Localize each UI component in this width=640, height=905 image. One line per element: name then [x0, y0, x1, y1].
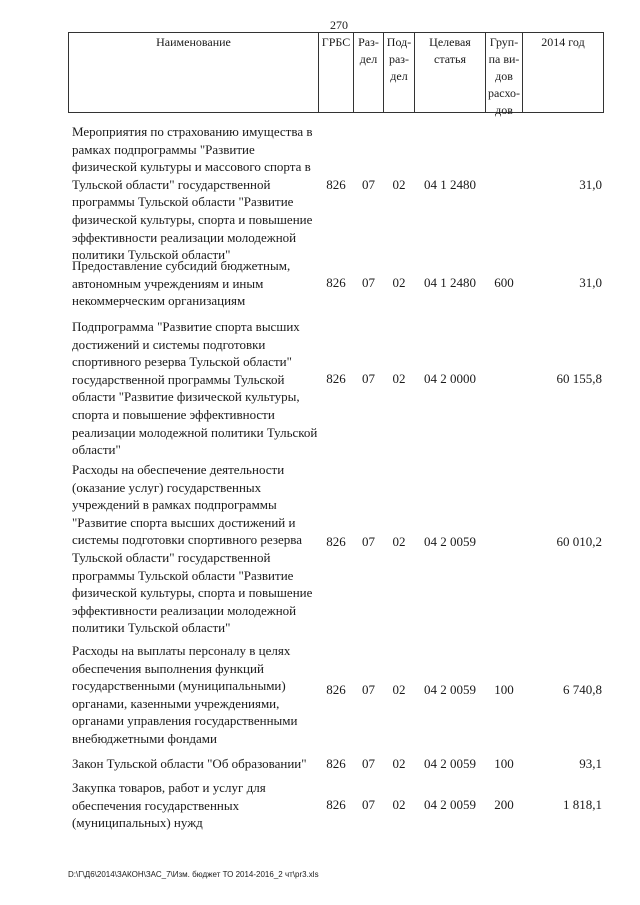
- row-2-razdel: 07: [362, 275, 375, 290]
- row-1-grbs: 826: [326, 177, 346, 192]
- header-target: [414, 32, 486, 113]
- header-year-label: 2014 год: [541, 35, 585, 49]
- row-6-grbs: 826: [326, 756, 346, 771]
- row-5-podrazdel: 02: [392, 682, 406, 697]
- row-2-group: 600: [494, 275, 514, 290]
- row-7-target: 04 2 0059: [424, 797, 476, 812]
- row-7-podrazdel: 02: [392, 797, 406, 812]
- header-podrazdel: [383, 32, 415, 113]
- row-4-podrazdel: 02: [392, 534, 406, 549]
- row-6-group: 100: [494, 756, 514, 771]
- page-number: 270: [330, 18, 348, 32]
- header-group: [485, 32, 523, 117]
- file-path-footer: D:\Г\Д6\2014\ЗАКОН\ЗАС_7\Изм. бюджет ТО 2014-2016_2 чт\pr3.xls: [68, 870, 319, 879]
- row-6-target: 04 2 0059: [424, 756, 476, 771]
- row-2-name: Предоставление субсидий бюджетным, автономным учреждениям и иным некоммерческим организациям: [72, 258, 291, 309]
- row-4-grbs: 826: [326, 534, 346, 549]
- row-2-grbs: 826: [326, 275, 346, 290]
- row-6-razdel: 07: [362, 756, 375, 771]
- row-3-name: Подпрограмма "Развитие спорта высших достижений и системы подготовки спортивного резерва Тульской области" государственной программы Тульской области "Развитие физической культуры, спорта и повышение эффективности реализации молодежной политики Тульской области": [72, 319, 318, 458]
- row-4-amount: 60 010,2: [556, 534, 602, 549]
- row-1-razdel: 07: [362, 177, 375, 192]
- row-4-target: 04 2 0059: [424, 534, 476, 549]
- row-5-name: Расходы на выплаты персоналу в целях обеспечения выполнения функций государственными (муниципальными) органами, казенными учреждениями, органами управления государственными внебюджетными фондами: [72, 643, 298, 746]
- header-year: [522, 32, 604, 113]
- row-6-name: Закон Тульской области "Об образовании": [72, 756, 307, 771]
- row-4-razdel: 07: [362, 534, 375, 549]
- row-6-podrazdel: 02: [392, 756, 406, 771]
- row-1-amount: 31,0: [579, 177, 602, 192]
- row-6-amount: 93,1: [579, 756, 602, 771]
- row-3-razdel: 07: [362, 371, 375, 386]
- header-grbs-label: ГРБС: [321, 35, 351, 49]
- row-7-razdel: 07: [362, 797, 375, 812]
- header-razdel-label: Раз- дел: [358, 35, 379, 66]
- row-7-grbs: 826: [326, 797, 346, 812]
- row-2-amount: 31,0: [579, 275, 602, 290]
- row-7-group: 200: [494, 797, 514, 812]
- row-5-target: 04 2 0059: [424, 682, 476, 697]
- row-5-razdel: 07: [362, 682, 375, 697]
- header-name-label: Наименование: [156, 35, 231, 49]
- row-2-podrazdel: 02: [392, 275, 406, 290]
- header-podrazdel-label: Под- раз- дел: [386, 35, 412, 83]
- row-2-target: 04 1 2480: [424, 275, 476, 290]
- row-5-grbs: 826: [326, 682, 346, 697]
- row-7-amount: 1 818,1: [563, 797, 602, 812]
- row-3-amount: 60 155,8: [556, 371, 602, 386]
- row-3-target: 04 2 0000: [424, 371, 476, 386]
- row-5-group: 100: [494, 682, 514, 697]
- row-1-podrazdel: 02: [392, 177, 406, 192]
- row-1-name: Мероприятия по страхованию имущества в рамках подпрограммы "Развитие физической культуры и массового спорта в Тульской области" государственной программы Тульской области "Развитие физической культуры, спорта и повышение эффективности реализации молодежной политики Тульской области": [72, 124, 313, 263]
- row-3-podrazdel: 02: [392, 371, 406, 386]
- header-name: [68, 32, 319, 113]
- header-group-label: Груп- па ви- дов расхо- дов: [487, 35, 521, 117]
- row-4-name: Расходы на обеспечение деятельности (оказание услуг) государственных учреждений в рамках подпрограммы "Развитие спорта высших достижений и системы подготовки спортивного резерва Тульской области" государственной программы Тульской области "Развитие физической культуры, спорта и повышение эффективности реализации молодежной политики Тульской области": [72, 462, 313, 636]
- row-3-grbs: 826: [326, 371, 346, 386]
- row-1-target: 04 1 2480: [424, 177, 476, 192]
- header-razdel: [353, 32, 384, 113]
- row-5-amount: 6 740,8: [563, 682, 602, 697]
- header-grbs: [318, 32, 354, 113]
- header-target-label: Целевая статья: [429, 35, 471, 66]
- row-7-name: Закупка товаров, работ и услуг для обеспечения государственных (муниципальных) нужд: [72, 780, 266, 831]
